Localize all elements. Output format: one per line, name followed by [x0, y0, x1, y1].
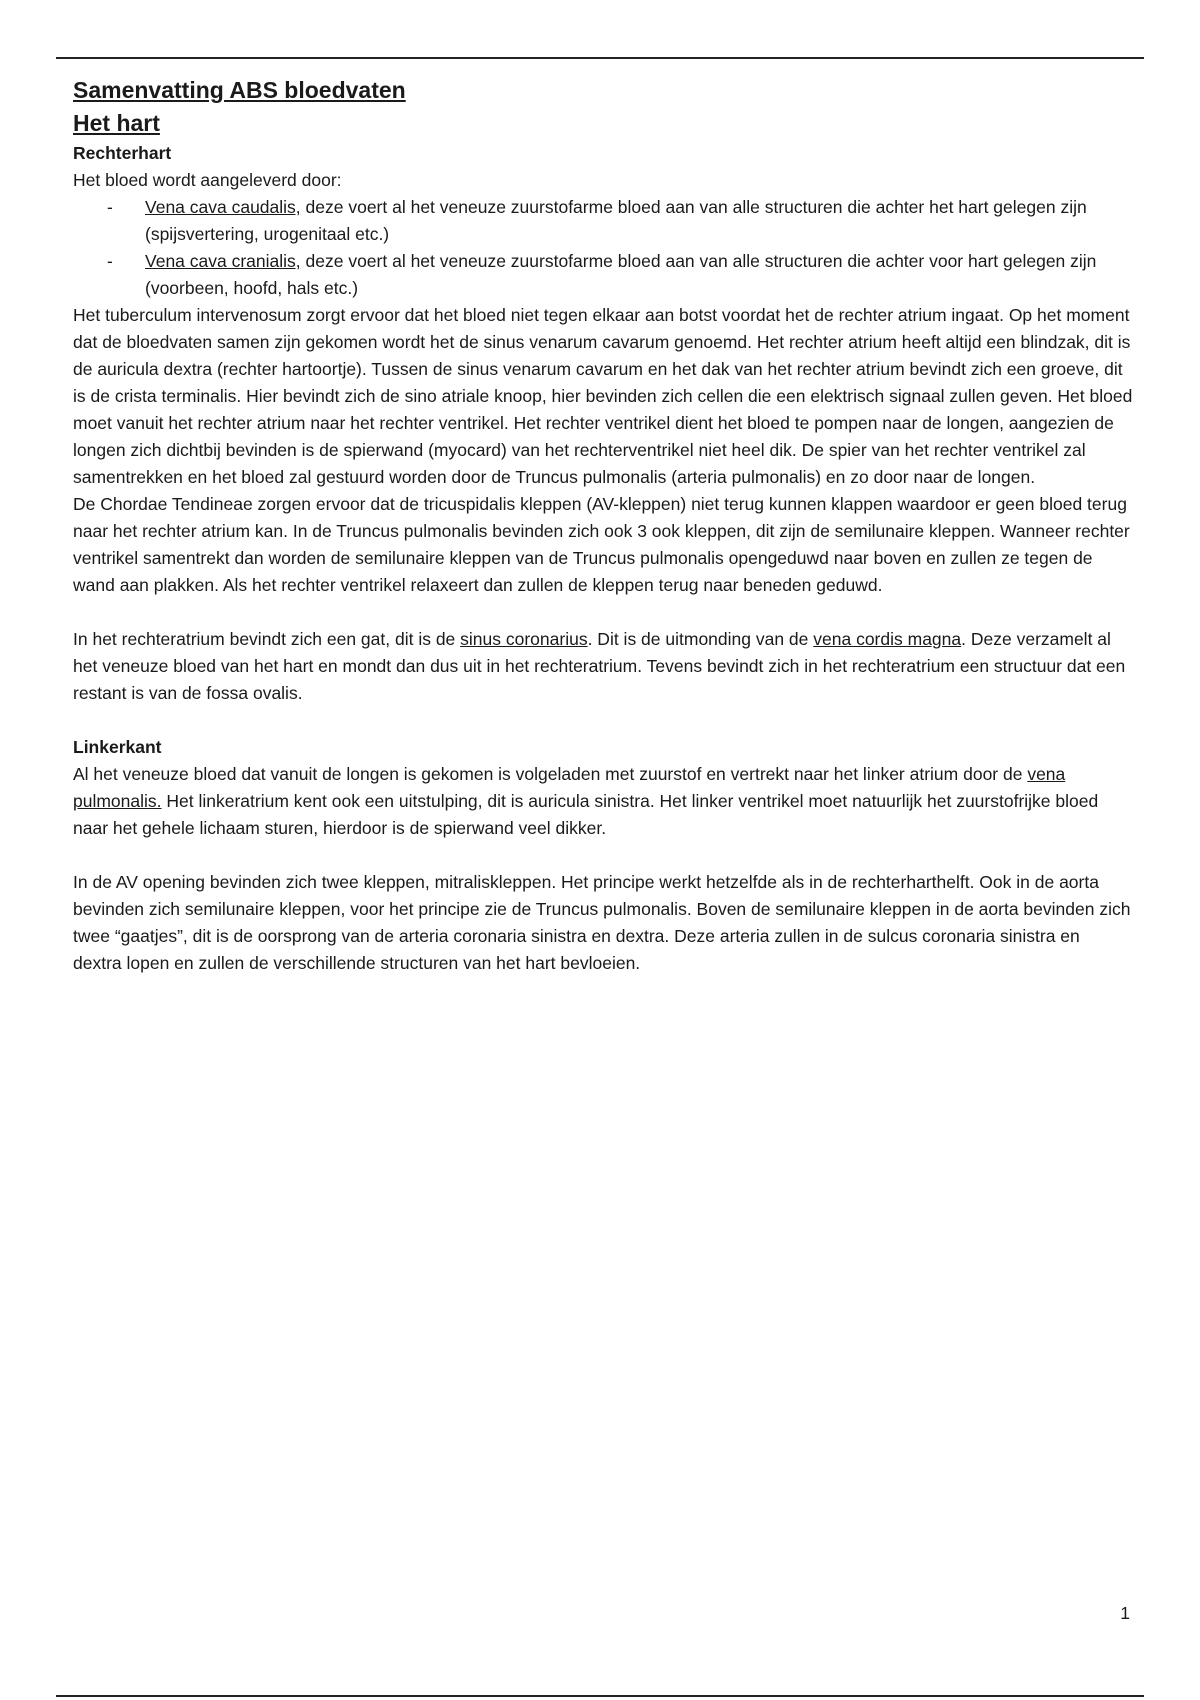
text-run: Al het veneuze bloed dat vanuit de longen is gekomen is volgeladen met zuurstof en vertrekt naar het linker atrium door de — [73, 764, 1028, 784]
dash-bullet: - — [107, 251, 113, 271]
section-heading-rechterhart: Rechterhart — [73, 143, 172, 163]
spacer — [73, 707, 1133, 734]
spacer — [73, 599, 1133, 626]
list-item — [73, 248, 1133, 302]
term-vena-pulmonalis: vena pulmonalis. — [73, 764, 1066, 811]
paragraph-rechterhart-3 — [73, 626, 1133, 707]
paragraph-rechterhart-2: De Chordae Tendineae zorgen ervoor dat de tricuspidalis kleppen (AV-kleppen) niet terug kunnen klappen waardoor er geen bloed terug naar het rechter atrium kan. In de Truncus pulmonalis bevinden zich ook 3 ook kleppen, dit zijn de semilunaire kleppen. Wanneer rechter ventrikel samentrekt dan worden de semilunaire kleppen van de Truncus pulmonalis opengeduwd naar boven en zullen ze tegen de wand aan plakken. Als het rechter ventrikel relaxeert dan zullen de kleppen terug naar beneden geduwd. — [73, 494, 1130, 595]
text-run: In het rechteratrium bevindt zich een gat, dit is de — [73, 629, 461, 649]
paragraph-linkerkant-2: In de AV opening bevinden zich twee kleppen, mitraliskleppen. Het principe werkt hetzelfde als in de rechterharthelft. Ook in de aorta bevinden zich semilunaire kleppen, voor het principe zie de Truncus pulmonalis. Boven de semilunaire kleppen in de aorta bevinden zich twee “gaatjes”, dit is de oorsprong van de arteria coronaria sinistra en dextra. Deze arteria zullen in de sulcus coronaria sinistra en dextra lopen en zullen de verschillende structuren van het hart bevloeien. — [73, 872, 1131, 973]
bullet-text: deze voert al het veneuze zuurstofarme bloed aan van alle structuren die achter voor hart gelegen zijn (voorbeen, hoofd, hals etc.) — [145, 251, 1097, 298]
bullet-text: deze voert al het veneuze zuurstofarme bloed aan van alle structuren die achter het hart gelegen zijn (spijsvertering, urogenitaal etc.) — [145, 197, 1087, 244]
dash-bullet: - — [107, 197, 113, 217]
term-vena-cava-caudalis: Vena cava caudalis, — [145, 197, 301, 217]
paragraph-rechterhart-1: Het tuberculum intervenosum zorgt ervoor dat het bloed niet tegen elkaar aan botst voordat het de rechter atrium ingaat. Op het moment dat de bloedvaten samen zijn gekomen wordt het de sinus venarum cavarum genoemd. Het rechter atrium heeft altijd een blindzak, dit is de auricula dextra (rechter hartoortje). Tussen de sinus venarum cavarum en het dak van het rechter atrium bevindt zich een groeve, dit is de crista terminalis. Hier bevindt zich de sino atriale knoop, hier bevinden zich cellen die een elektrisch signaal zullen geven. Het bloed moet vanuit het rechter atrium naar het rechter ventrikel. Het rechter ventrikel dient het bloed te pompen naar de longen, aangezien de longen zich dichtbij bevinden is de spierwand (myocard) van het rechterventrikel niet heel dik. De spier van het rechter ventrikel zal samentrekken en het bloed zal gestuurd worden door de Truncus pulmonalis (arteria pulmonalis) en zo door naar de longen. — [73, 305, 1133, 487]
term-vena-cava-cranialis: Vena cava cranialis, — [145, 251, 301, 271]
paragraph-linkerkant-1 — [73, 761, 1133, 842]
text-run: Het linkeratrium kent ook een uitstulping, dit is auricula sinistra. Het linker ventrikel moet natuurlijk het zuurstofrijke bloed naar het gehele lichaam sturen, hierdoor is de spierwand veel dikker. — [73, 791, 1099, 838]
document-body — [73, 74, 1133, 977]
document-subtitle: Het hart — [73, 110, 160, 136]
text-run: . Deze verzamelt al het veneuze bloed van het hart en mondt dan dus uit in het rechteratrium. Tevens bevindt zich in het rechteratrium een structuur dat een restant is van de fossa ovalis. — [73, 629, 1126, 703]
intro-text: Het bloed wordt aangeleverd door: — [73, 170, 342, 190]
list-item — [73, 194, 1133, 248]
spacer — [73, 842, 1133, 869]
term-sinus-coronarius: sinus coronarius — [460, 629, 588, 649]
bullet-list — [73, 194, 1133, 302]
section-heading-linkerkant: Linkerkant — [73, 737, 162, 757]
text-run: . Dit is de uitmonding van de — [587, 629, 814, 649]
document-title: Samenvatting ABS bloedvaten — [73, 77, 406, 103]
footer-rule — [56, 1695, 1144, 1697]
term-vena-cordis-magna: vena cordis magna — [813, 629, 962, 649]
page-number: 1 — [1120, 1603, 1130, 1623]
header-rule — [56, 57, 1144, 59]
